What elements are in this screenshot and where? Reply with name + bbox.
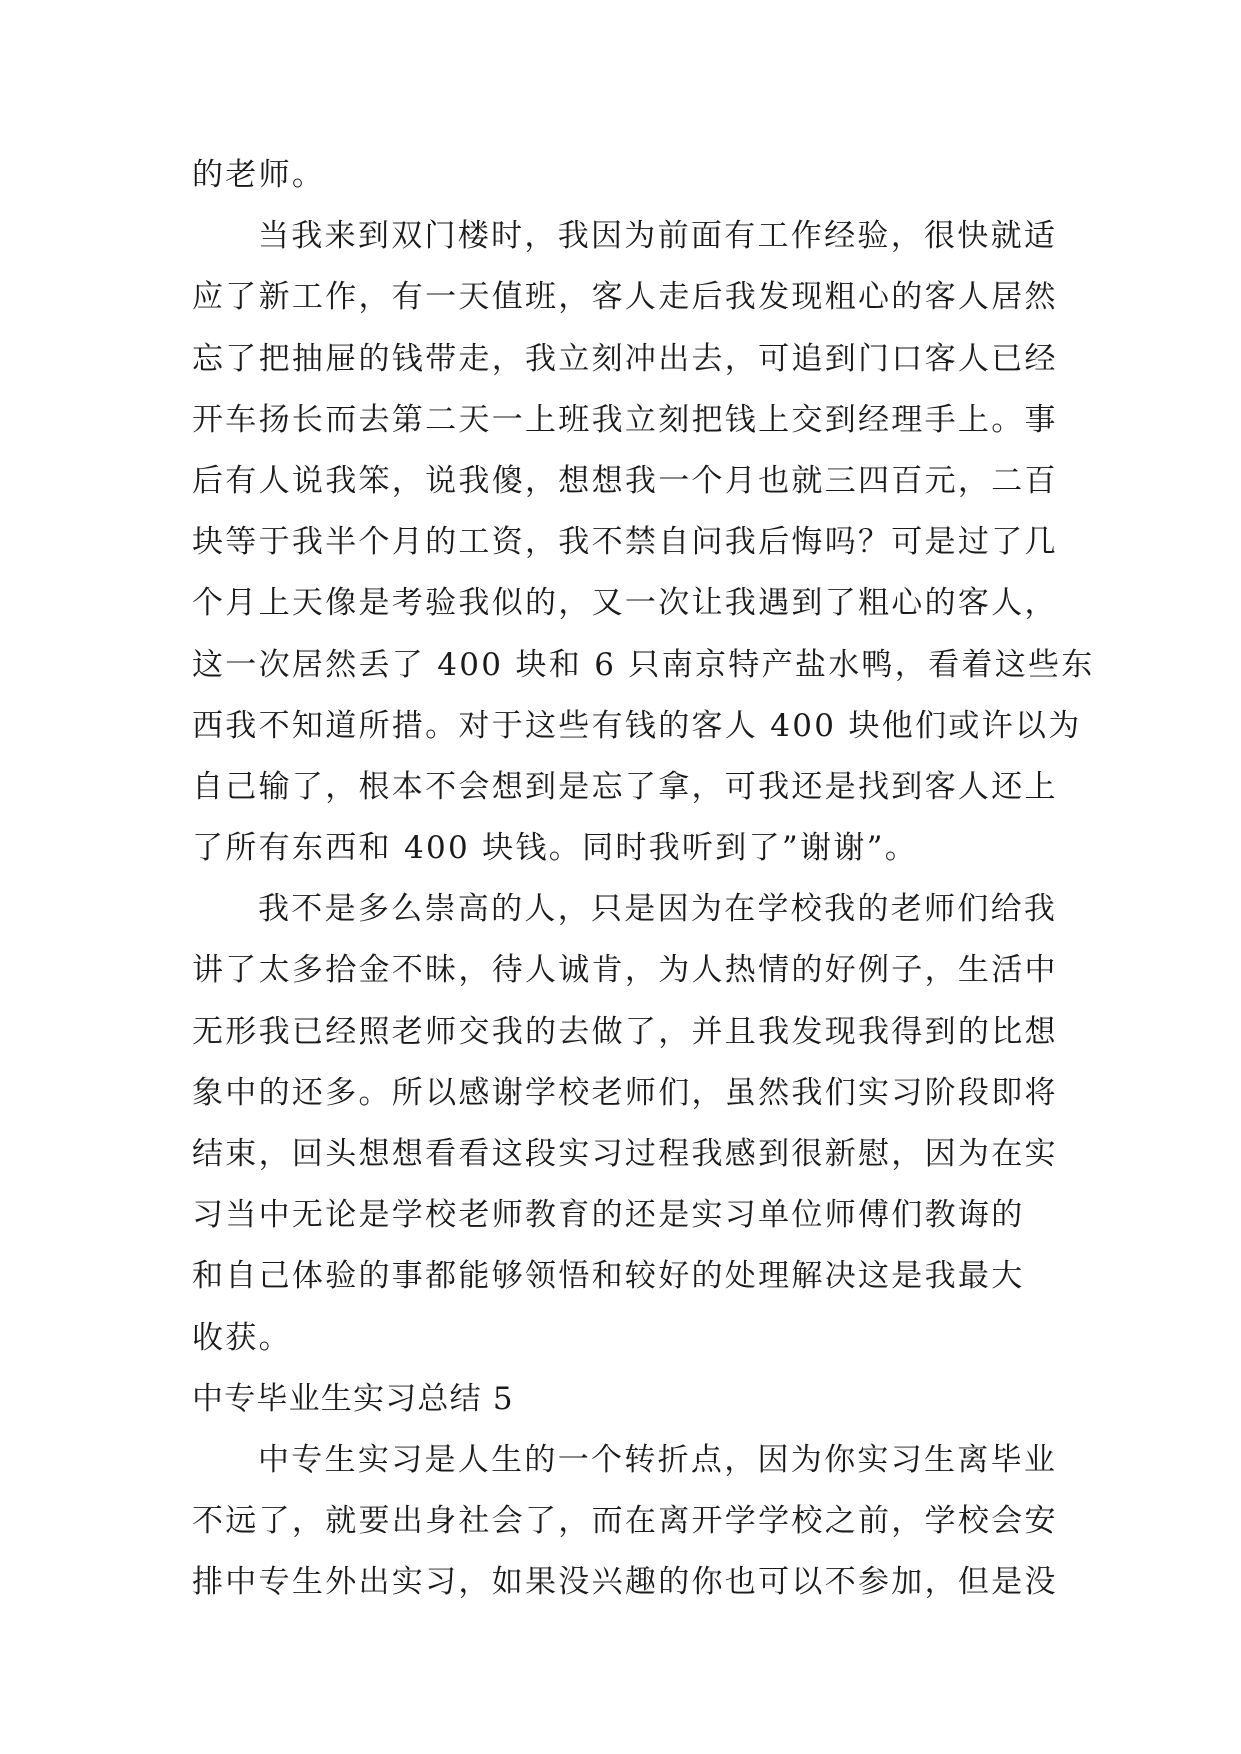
text-line: 排中专生外出实习，如果没兴趣的你也可以不参加，但是没 [192, 1564, 1058, 1601]
text-line: 西我不知道所措。对于这些有钱的客人 400 块他们或许以为 [192, 707, 1082, 744]
text-line: 开车扬长而去第二天一上班我立刻把钱上交到经理手上。事 [192, 401, 1058, 438]
text-line: 无形我已经照老师交我的去做了，并且我发现我得到的比想 [192, 1013, 1058, 1050]
section-title: 中专毕业生实习总结 5 [192, 1380, 514, 1417]
paragraph-start-line: 中专生实习是人生的一个转折点，因为你实习生离毕业 [258, 1441, 1058, 1478]
text-line: 收获。 [192, 1319, 292, 1356]
text-line: 忘了把抽屉的钱带走，我立刻冲出去，可追到门口客人已经 [192, 340, 1058, 377]
text-line: 后有人说我笨，说我傻，想想我一个月也就三四百元，二百 [192, 462, 1058, 499]
text-line: 结束，回头想想看看这段实习过程我感到很新慰，因为在实 [192, 1136, 1058, 1172]
paragraph-start-line: 当我来到双门楼时，我因为前面有工作经验，很快就适 [258, 218, 1058, 255]
text-line: 习当中无论是学校老师教育的还是实习单位师傅们教诲的 [192, 1197, 1025, 1234]
text-line: 的老师。 [192, 157, 326, 193]
text-line: 个月上天像是考验我似的，又一次让我遇到了粗心的客人， [192, 585, 1058, 622]
text-line: 和自己体验的事都能够领悟和较好的处理解决这是我最大 [192, 1258, 1025, 1295]
text-line: 自己输了，根本不会想到是忘了拿，可我还是找到客人还上 [192, 768, 1058, 805]
text-line: 了所有东西和 400 块钱。同时我听到了”谢谢”。 [192, 830, 919, 867]
paragraph-start-line: 我不是多么崇高的人，只是因为在学校我的老师们给我 [258, 891, 1058, 928]
text-line: 块等于我半个月的工资，我不禁自问我后悔吗？可是过了几 [192, 524, 1058, 561]
text-line: 不远了，就要出身社会了，而在离开学学校之前，学校会安 [192, 1503, 1058, 1540]
text-line: 象中的还多。所以感谢学校老师们，虽然我们实习阶段即将 [192, 1074, 1058, 1111]
text-line: 应了新工作，有一天值班，客人走后我发现粗心的客人居然 [192, 279, 1058, 316]
text-line: 这一次居然丢了 400 块和 6 只南京特产盐水鸭，看着这些东 [192, 646, 1095, 683]
document-body [192, 155, 1095, 1624]
text-line: 讲了太多拾金不昧，待人诚肯，为人热情的好例子，生活中 [192, 952, 1058, 989]
